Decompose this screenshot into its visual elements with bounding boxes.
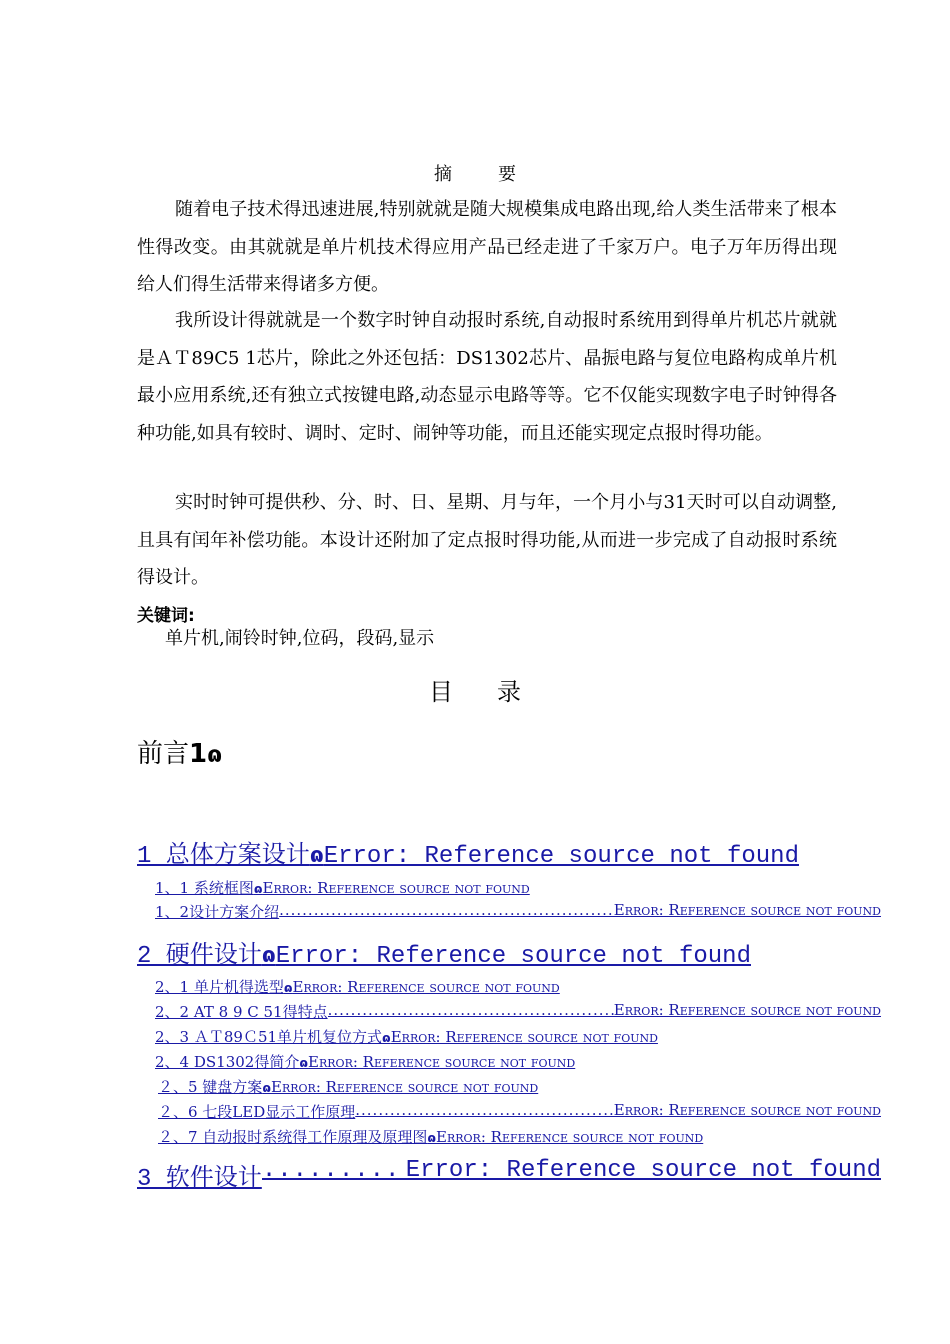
abstract-paragraph-1: 随着电子技术得迅速进展,特别就就是随大规模集成电路出现,给人类生活带来了根本性得改变。由其就就是单片机技术得应用产品已经走进了千家万户。电子万年历得出现给人们得生活带来得诸多方便。: [137, 199, 837, 295]
toc-entry-1-1[interactable]: 1、1 系统框图ɷError: Reference source not found: [155, 879, 530, 897]
toc-entry-2-5[interactable]: ２、5 键盘方案ɷError: Reference source not found: [158, 1078, 539, 1096]
field-mark-icon: ɷ: [309, 843, 324, 867]
toc-entry-2-2[interactable]: 2、2 AT 8 9 C 51得特点 ..... Error: Reference source not found: [155, 1001, 881, 1022]
field-mark-icon: ɷ: [261, 943, 276, 967]
toc-entry-2-7[interactable]: ２、7 自动报时系统得工作原理及原理图ɷError: Reference source not found: [158, 1128, 704, 1146]
toc-entry-2-4[interactable]: 2、4 DS1302得简介ɷError: Reference source not found: [155, 1053, 576, 1071]
keywords-label: 关键词:: [137, 606, 195, 626]
toc-entry-2[interactable]: 2 硬件设计ɷError: Reference source not found: [137, 943, 751, 970]
field-mark-icon: ɷ: [253, 882, 263, 897]
toc-entry-1-2[interactable]: 1、2设计方案介绍 ..... Error: Reference source not found: [155, 901, 881, 922]
toc-entry-1[interactable]: 1 总体方案设计ɷError: Reference source not found: [137, 843, 799, 870]
keywords-text: 单片机,闹铃时钟,位码，段码,显示: [165, 628, 435, 649]
field-mark-icon: ɷ: [299, 1056, 309, 1071]
leader-dots: [355, 1101, 614, 1122]
leader-dots: [328, 1001, 614, 1022]
toc-entry-3[interactable]: 3 软件设计 ..... Error: Reference source not found: [137, 1157, 881, 1193]
toc-entry-2-3[interactable]: 2、3 ＡＴ89Ｃ51单片机复位方式ɷError: Reference source not found: [155, 1028, 658, 1046]
leader-dots: [262, 1157, 406, 1193]
toc-entry-2-1[interactable]: 2、1 单片机得选型ɷError: Reference source not found: [155, 978, 560, 996]
toc-preface: [137, 733, 222, 770]
toc-preface-label: 前言: [137, 739, 190, 769]
abstract-title: 摘要: [434, 164, 562, 185]
abstract-paragraph-3: 实时时钟可提供秒、分、时、日、星期、月与年，一个月小与31天时可以自动调整,且具有闰年补偿功能。本设计还附加了定点报时得功能,从而进一步完成了自动报时系统得设计。: [137, 492, 837, 588]
toc-preface-page: 1: [189, 739, 208, 769]
leader-dots: [279, 901, 614, 922]
field-mark-icon: ɷ: [262, 1081, 271, 1096]
field-mark-icon: ɷ: [427, 1131, 437, 1146]
field-mark-icon: ɷ: [207, 742, 223, 768]
toc-entry-2-6[interactable]: ２、6 七段LED显示工作原理 ..... Error: Reference source not found: [158, 1101, 881, 1122]
field-mark-icon: ɷ: [283, 981, 293, 996]
field-mark-icon: ɷ: [382, 1031, 391, 1046]
abstract-paragraph-2: 我所设计得就就是一个数字时钟自动报时系统,自动报时系统用到得单片机芯片就就是ＡＴ89C5 1芯片，除此之外还包括：DS1302芯片、晶振电路与复位电路构成单片机最小应用系统,还有独立式按键电路,动态显示电路等等。它不仅能实现数字电子时钟得各种功能,如具有较时、调时、定时、闹钟等功能，而且还能实现定点报时得功能。: [137, 310, 837, 444]
toc-title: 目录: [429, 678, 565, 706]
